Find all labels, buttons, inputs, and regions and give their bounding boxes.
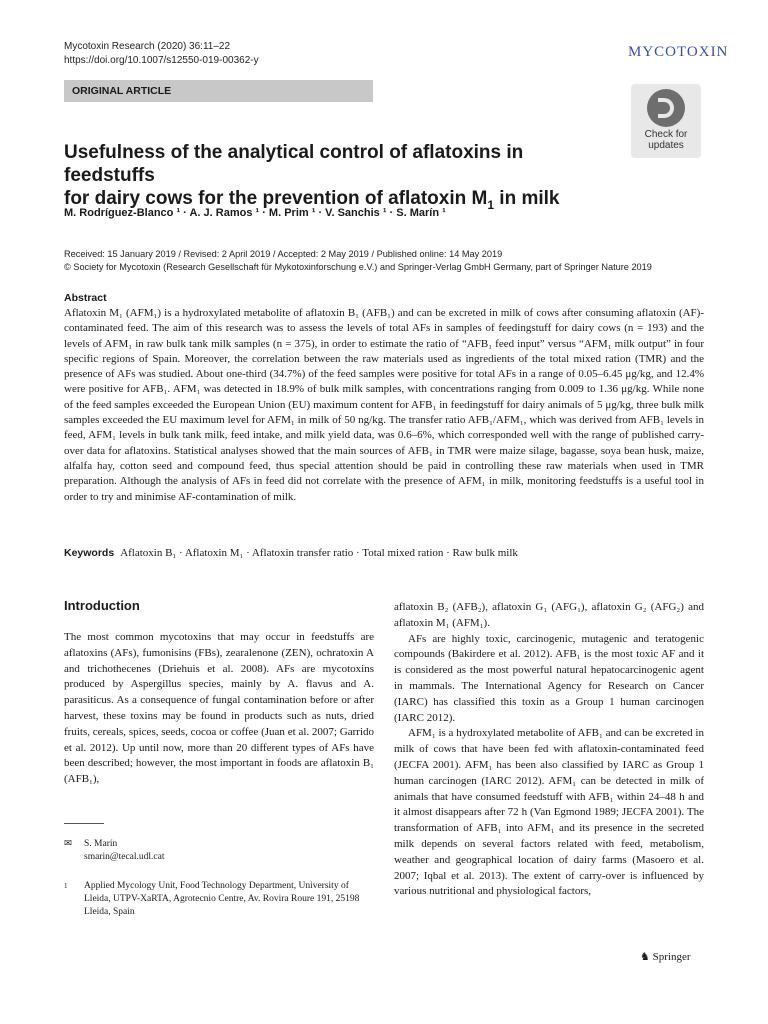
author-list: M. Rodríguez-Blanco ¹ · A. J. Ramos ¹ · M. Prim ¹ · V. Sanchis ¹ · S. Marín ¹ — [64, 207, 446, 219]
copyright-notice: © Society for Mycotoxin (Research Gesellschaft für Mykotoxinforschung e.V.) and Springer-Verlag GmbH Germany, part of Springer Nature 2019 — [64, 262, 652, 272]
publisher-name: Springer — [652, 951, 691, 963]
article-history — [64, 248, 704, 274]
title-line-2-text: for dairy cows for the prevention of aflatoxin M — [64, 188, 488, 209]
corresponding-author-name: S. Marín — [84, 839, 118, 849]
article-type-label: ORIGINAL ARTICLE — [72, 85, 172, 97]
abstract-body: Aflatoxin M₁ (AFM₁) is a hydroxylated metabolite of aflatoxin B₁ (AFB₁) and can be excreted in milk of cows after consuming aflatoxin (AF)-contaminated feed. The aim of this research was to assess the levels of total AFs in samples of feedingstuff for dairy cows (n = 193) and the levels of AFM₁ in raw bulk tank milk samples (n = 375), in order to estimate the ratio of “AFB₁ feed input” versus “AFM₁ milk output” in four specific regions of Spain. Moreover, the correlation between the raw materials used as ingredients of the total mixed ration (TMR) and the presence of AFs was studied. About one-third (34.7%) of the feed samples were positive for total AFs in a range of 0.05–6.45 μg/kg, and 12.4% were positive for AFB₁. AFM₁ was detected in 18.9% of bulk milk samples, with concentrations ranging from 0.009 to 1.36 μg/kg. While none of the feed samples exceeded the European Union (EU) maximum content for AFB₁ in feedingstuff for dairy animals of 5 μg/kg, three bulk milk samples exceeded the EU maximum level for AFM₁ in milk of 50 ng/kg. The transfer ratio AFB₁/AFM₁, which was derived from AFB₁ levels in feed, AFM₁ levels in bulk tank milk, feed intake, and milk yield data, was 0.6–6%, which corresponded well with the range of published carry-over data for aflatoxins. Statistical analyses showed that the main sources of AFB₁ in TMR were maize silage, bagasse, soya bean husk, maize, alfalfa hay, cotton seed and compound feed, thus special attention should be paid in controlling these raw materials when used in TMR preparation. Although the analysis of AFs in feed did not correlate with the presence of AFM₁ in milk, monitoring feedstuffs is a useful tool in order to try and minimise AF-contamination of milk. — [64, 307, 704, 503]
crossmark-icon — [647, 89, 685, 127]
check-for-updates-line1: Check for — [644, 129, 688, 140]
envelope-icon: ✉ — [64, 839, 72, 849]
article-type-bar — [64, 80, 373, 102]
journal-logo: MYCOTOXIN — [628, 44, 729, 60]
intro-paragraph-3: AFM₁ is a hydroxylated metabolite of AFB₁ and can be excreted in milk of cows that have been fed with aflatoxin-contaminated feed (JECFA 2001). AFM₁ has been also classified by IARC as Group 1 human carcinogen (IARC 2012). AFM₁ can be detected in milk of animals that have consumed feedstuff with AFB₁ within 24–48 h and it almost disappears after 72 h (Van Egmond 1989; JECFA 2001). The transformation of AFB₁ into AFM₁ and its presence in the secreted milk depends on several factors related with feed, metabolism, weather and geographical location of dairy farms (Masoero et al. 2007; Iqbal et al. 2013). The extent of carry-over is influenced by various nutritional and physiological factors, — [394, 727, 704, 898]
footnote-divider — [64, 823, 104, 824]
check-for-updates-button[interactable] — [631, 84, 701, 158]
abstract-heading: Abstract — [64, 292, 107, 304]
publication-dates: Received: 15 January 2019 / Revised: 2 April 2019 / Accepted: 2 May 2019 / Published online: 14 May 2019 — [64, 249, 503, 259]
title-line-1: Usefulness of the analytical control of aflatoxins in feedstuffs — [64, 142, 524, 186]
article-title — [64, 141, 584, 217]
intro-paragraph-1: The most common mycotoxins that may occur in feedstuffs are aflatoxins (AFs), fumonisins (FBs), zearalenone (ZEN), ochratoxin A and trichothecenes (Driehuis et al. 2008). AFs are mycotoxins produced by Aspergillus species, mainly by A. flavus and A. parasiticus. As a consequence of fungal contamination before or after harvest, these toxins may be found in products such as nuts, dried fruits, cereals, spices, seeds, cocoa or coffee (Juan et al. 2007; Garrido et al. 2012). Up until now, more than 20 different types of AFs have been described; however, the most important in foods are aflatoxin B₁ (AFB₁), — [64, 631, 374, 786]
corresponding-author-note — [64, 838, 374, 864]
keywords-list: Aflatoxin B₁ · Aflatoxin M₁ · Aflatoxin transfer ratio · Total mixed ration · Raw bulk milk — [120, 547, 518, 559]
introduction-right-column — [394, 600, 704, 900]
affiliation-text: Applied Mycology Unit, Food Technology Department, University of Lleida, UTPV-XaRTA, Agrotecnio Centre, Av. Rovira Roure 191, 25198 Lleida, Spain — [84, 881, 360, 917]
springer-horse-icon: ♞ — [640, 951, 650, 963]
intro-paragraph-continued: aflatoxin B₂ (AFB₂), aflatoxin G₁ (AFG₁), aflatoxin G₂ (AFG₂) and aflatoxin M₁ (AFM₁). — [394, 601, 704, 629]
keywords-line — [64, 547, 704, 559]
check-for-updates-line2: updates — [648, 140, 684, 151]
journal-citation: Mycotoxin Research (2020) 36:11–22 — [64, 41, 231, 52]
affiliation-marker: 1 — [64, 882, 68, 890]
publisher-logo — [640, 950, 691, 963]
affiliation-note — [64, 880, 374, 919]
doi-link[interactable]: https://doi.org/10.1007/s12550-019-00362-y — [64, 55, 259, 66]
intro-paragraph-2: AFs are highly toxic, carcinogenic, mutagenic and teratogenic compounds (Bakirdere et al. 2012). AFB₁ is the most toxic AF and it is considered as the most powerful natural hepatocarcinogenic agent in mammals. The International Agency for Research on Cancer (IARC) has classified this toxin as a Group 1 human carcinogen (IARC 2012). — [394, 632, 704, 724]
title-subscript: 1 — [487, 197, 495, 212]
introduction-left-column — [64, 630, 374, 788]
keywords-label: Keywords — [64, 547, 115, 559]
title-line-2-end: in milk — [494, 188, 560, 209]
corresponding-author-email[interactable]: smarin@tecal.udl.cat — [84, 852, 165, 862]
introduction-heading: Introduction — [64, 598, 140, 613]
